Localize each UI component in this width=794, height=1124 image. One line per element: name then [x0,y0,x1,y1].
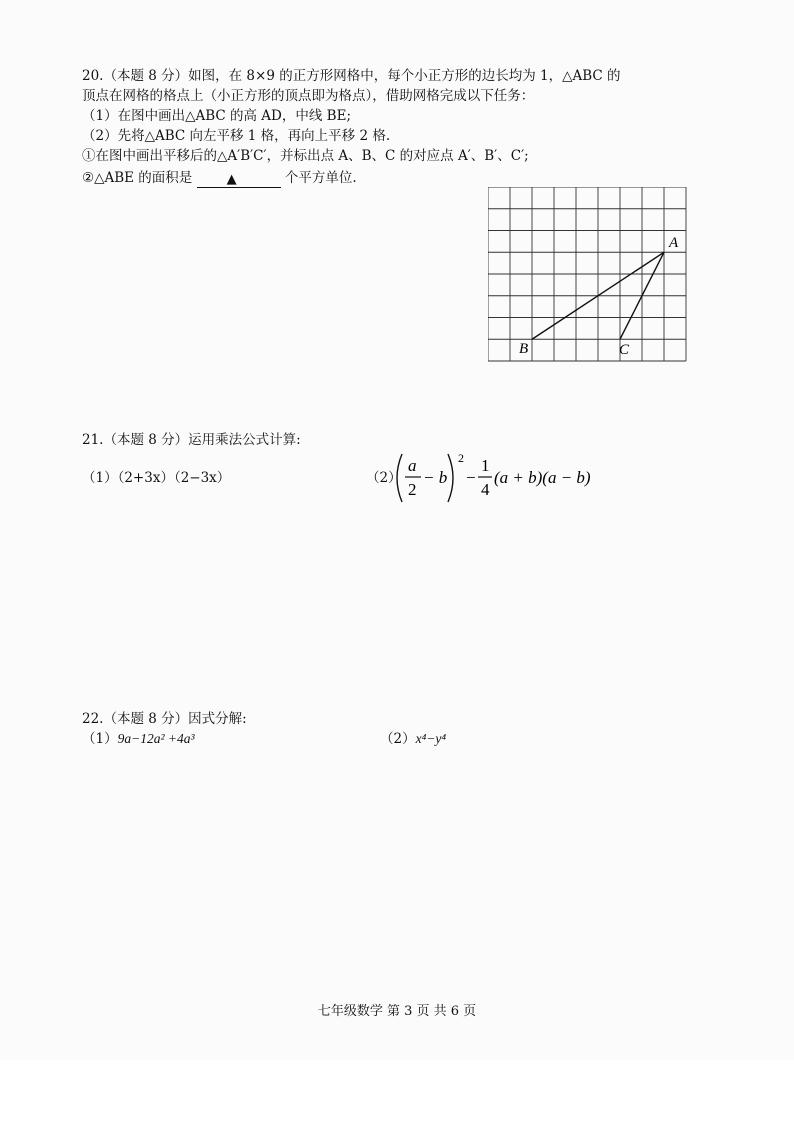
label-a: A [669,235,679,251]
frac2-den: 4 [481,480,490,499]
grid-svg [488,187,688,367]
minus-b: − b [423,468,448,487]
tail-expr: (a + b)(a − b) [494,468,591,487]
page-footer: 七年级数学 第 3 页 共 6 页 [317,1004,477,1019]
q21-part1 [82,468,230,488]
q20-line6-prefix: ②△ABE 的面积是 [82,170,193,186]
triangle-marker: ▲ [226,172,237,187]
answer-blank[interactable] [197,171,281,188]
q21-part2-expr [392,450,602,506]
q20-line3: （1）在图中画出△ABC 的高 AD，中线 BE; [82,108,351,124]
grid-lines [488,187,686,361]
frac2-num: 1 [481,456,490,475]
q21-part2-label: （2） [366,470,402,486]
frac1-num: a [408,456,417,475]
label-c: C [619,342,630,358]
q20-line4: （2）先将△ABC 向左平移 1 格，再向上平移 2 格. [82,128,391,144]
q20-line6-suffix: 个平方单位. [284,170,357,186]
q20-line5: ①在图中画出平移后的△A′B′C′，并标出点 A、B、C 的对应点 A′、B′、C′; [82,148,529,164]
minus-sign: − [466,468,476,487]
q20-line2: 顶点在网格的格点上（小正方形的顶点即为格点），借助网格完成以下任务： [82,88,535,104]
q22-part2 [380,729,446,749]
q22-part1 [82,729,195,749]
exponent: 2 [458,451,464,465]
q21-part1-label: （1） [82,470,118,486]
label-b: B [519,341,529,357]
q21-part1-expr: （2+3x）（2−3x） [117,470,231,486]
q20-line6 [82,168,357,188]
q22-part2-expr: x⁴−y⁴ [415,731,447,746]
q22-part1-label: （1） [82,731,118,747]
q21-title: 21.（本题 8 分）运用乘法公式计算: [82,432,301,448]
q22-part1-expr: 9a−12a² +4a³ [117,731,195,746]
q22-title: 22.（本题 8 分）因式分解: [82,711,247,727]
frac1-den: 2 [408,480,417,499]
grid-figure [488,187,688,371]
q20-line1: 20.（本题 8 分）如图，在 8×9 的正方形网格中，每个小正方形的边长均为 1，△ABC 的 [82,68,621,84]
q22-part2-label: （2） [380,731,416,747]
